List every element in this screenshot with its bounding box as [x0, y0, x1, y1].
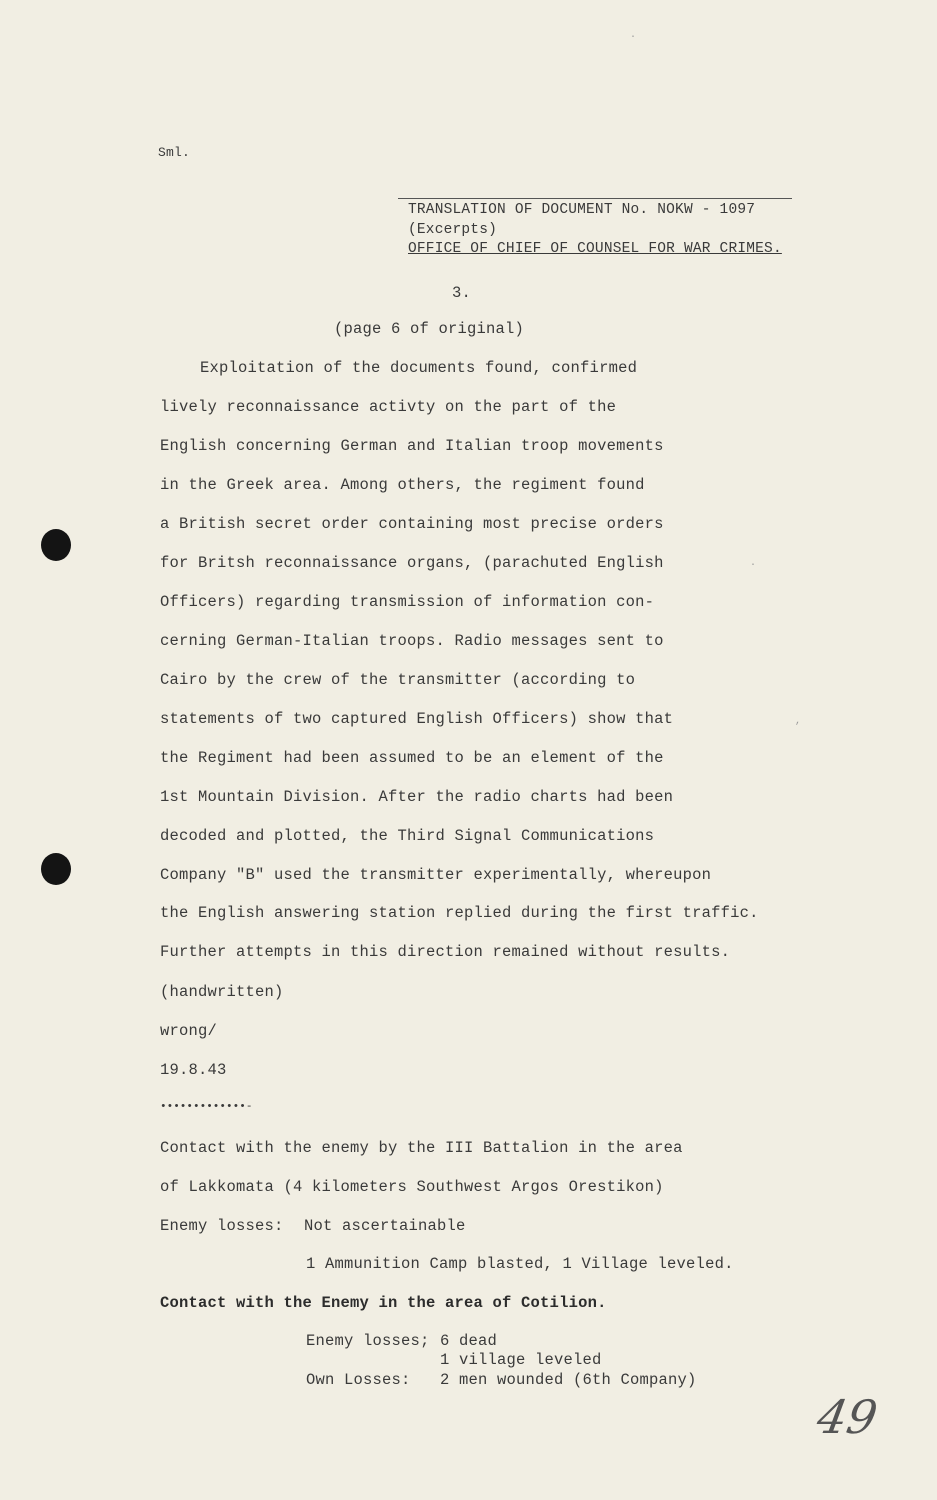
- contact-1-result: 1 Ammunition Camp blasted, 1 Village leveled.: [306, 1255, 734, 1273]
- body-line-10: statements of two captured English Officers) show that: [160, 710, 674, 728]
- speck-mark: ·: [750, 560, 757, 571]
- speck-mark: ·: [630, 32, 637, 43]
- contact-2-heading: Contact with the Enemy in the area of Cotilion.: [160, 1294, 607, 1312]
- body-line-9: Cairo by the crew of the transmitter (according to: [160, 671, 636, 689]
- body-line-1: Exploitation of the documents found, confirmed: [200, 359, 638, 377]
- body-line-13: decoded and plotted, the Third Signal Communications: [160, 827, 655, 845]
- contact-2-enemy-losses-label: Enemy losses;: [306, 1332, 430, 1350]
- body-line-8: cerning German-Italian troops. Radio messages sent to: [160, 632, 664, 650]
- handwritten-note-label: (handwritten): [160, 983, 284, 1001]
- header-rule-top: [398, 198, 792, 199]
- handwritten-folio-number: 49: [813, 1390, 882, 1444]
- header-line-2: (Excerpts): [408, 222, 498, 238]
- page-reference: (page 6 of original): [334, 320, 525, 338]
- speck-mark: ,: [795, 716, 802, 727]
- body-line-11: the Regiment had been assumed to be an element of the: [160, 749, 664, 767]
- contact-1-line-2: of Lakkomata (4 kilometers Southwest Argos Orestikon): [160, 1178, 664, 1196]
- page-number: 3.: [452, 284, 472, 302]
- contact-1-enemy-losses-label: Enemy losses:: [160, 1217, 284, 1235]
- handwritten-note-date: 19.8.43: [160, 1061, 227, 1079]
- handwritten-note-text: wrong/: [160, 1022, 218, 1040]
- header-line-1: TRANSLATION OF DOCUMENT No. NOKW - 1097: [408, 202, 756, 218]
- body-line-3: English concerning German and Italian troop movements: [160, 437, 664, 455]
- body-line-7: Officers) regarding transmission of information con-: [160, 593, 655, 611]
- body-line-16: Further attempts in this direction remained without results.: [160, 943, 731, 961]
- body-line-4: in the Greek area. Among others, the regiment found: [160, 476, 645, 494]
- punch-hole-top: [41, 529, 71, 561]
- contact-2-own-losses-value: 2 men wounded (6th Company): [440, 1371, 697, 1389]
- body-line-15: the English answering station replied during the first traffic.: [160, 904, 759, 922]
- body-line-5: a British secret order containing most precise orders: [160, 515, 664, 533]
- header-line-3: OFFICE OF CHIEF OF COUNSEL FOR WAR CRIMES.: [408, 241, 782, 257]
- stamp-mark: Sml.: [158, 145, 191, 160]
- contact-1-line-1: Contact with the enemy by the III Battalion in the area: [160, 1139, 683, 1157]
- body-line-12: 1st Mountain Division. After the radio charts had been: [160, 788, 674, 806]
- contact-2-enemy-losses-2: 1 village leveled: [440, 1351, 602, 1369]
- body-line-2: lively reconnaissance activty on the part of the: [160, 398, 617, 416]
- body-line-6: for Britsh reconnaissance organs, (parachuted English: [160, 554, 664, 572]
- contact-1-enemy-losses-value: Not ascertainable: [304, 1217, 466, 1235]
- body-line-14: Company "B" used the transmitter experimentally, whereupon: [160, 866, 712, 884]
- punch-hole-bottom: [41, 853, 71, 885]
- contact-2-own-losses-label: Own Losses:: [306, 1371, 411, 1389]
- contact-2-enemy-losses-1: 6 dead: [440, 1332, 498, 1350]
- separator-dots: •••••••••••••-: [160, 1101, 253, 1113]
